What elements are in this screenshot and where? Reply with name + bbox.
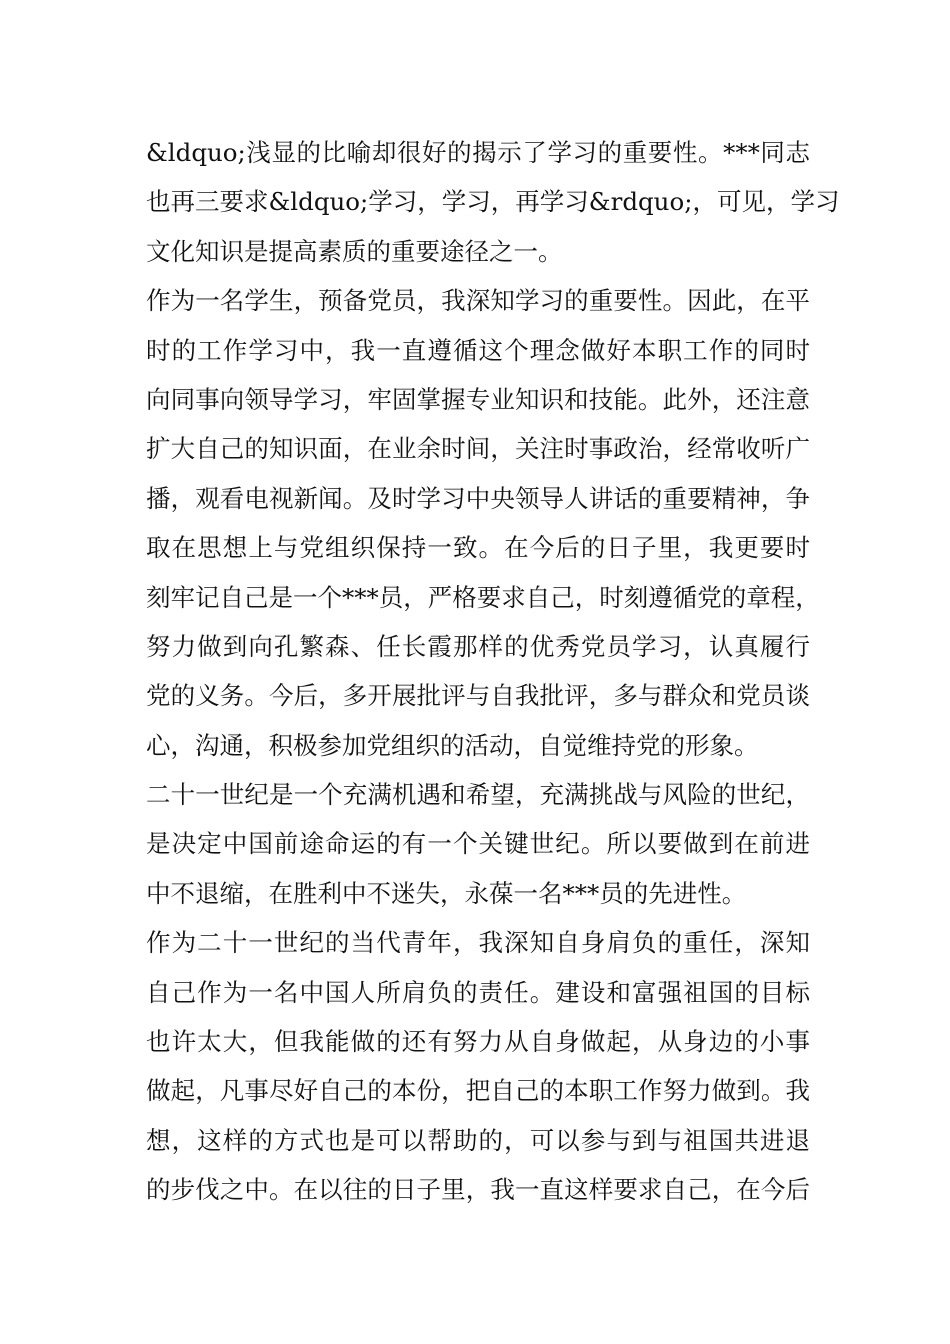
text-line: 做起，凡事尽好自己的本份，把自己的本职工作努力做到。我 (146, 1076, 810, 1106)
text-line: 中不退缩，在胜利中不迷失，永葆一名***员的先进性。 (146, 878, 747, 908)
text-line: 是决定中国前途命运的有一个关键世纪。所以要做到在前进 (146, 829, 810, 859)
text-line: &ldquo;浅显的比喻却很好的揭示了学习的重要性。***同志 (146, 138, 810, 167)
text-line: 播，观看电视新闻。及时学习中央领导人讲话的重要精神，争 (146, 483, 810, 513)
text-line: 想，这样的方式也是可以帮助的，可以参与到与祖国共进退 (146, 1125, 810, 1155)
text-line: 心，沟通，积极参加党组织的活动，自觉维持党的形象。 (146, 730, 759, 760)
text-line: 也再三要求&ldquo;学习，学习，再学习&rdquo;，可见，学习 (146, 187, 840, 217)
text-line: 作为二十一世纪的当代青年，我深知自身肩负的重任，深知 (146, 928, 810, 958)
text-line: 也许太大，但我能做的还有努力从自身做起，从身边的小事 (146, 1027, 810, 1057)
document-body (146, 128, 840, 1215)
text-line: 文化知识是提高素质的重要途径之一。 (146, 236, 563, 266)
text-line: 的步伐之中。在以往的日子里，我一直这样要求自己，在今后 (146, 1175, 810, 1205)
text-line: 刻牢记自己是一个***员，严格要求自己，时刻遵循党的章程， (146, 582, 820, 612)
text-line: 向同事向领导学习，牢固掌握专业知识和技能。此外，还注意 (146, 384, 810, 414)
text-line: 努力做到向孔繁森、任长霞那样的优秀党员学习，认真履行 (146, 631, 810, 661)
text-line: 扩大自己的知识面，在业余时间，关注时事政治，经常收听广 (146, 434, 810, 464)
text-line: 二十一世纪是一个充满机遇和希望，充满挑战与风险的世纪， (146, 780, 810, 810)
text-line: 取在思想上与党组织保持一致。在今后的日子里，我更要时 (146, 533, 810, 563)
text-line: 党的义务。今后，多开展批评与自我批评，多与群众和党员谈 (146, 681, 810, 711)
text-line: 自己作为一名中国人所肩负的责任。建设和富强祖国的目标 (146, 977, 810, 1007)
text-line: 时的工作学习中，我一直遵循这个理念做好本职工作的同时 (146, 335, 810, 365)
text-line: 作为一名学生，预备党员，我深知学习的重要性。因此，在平 (146, 286, 810, 316)
